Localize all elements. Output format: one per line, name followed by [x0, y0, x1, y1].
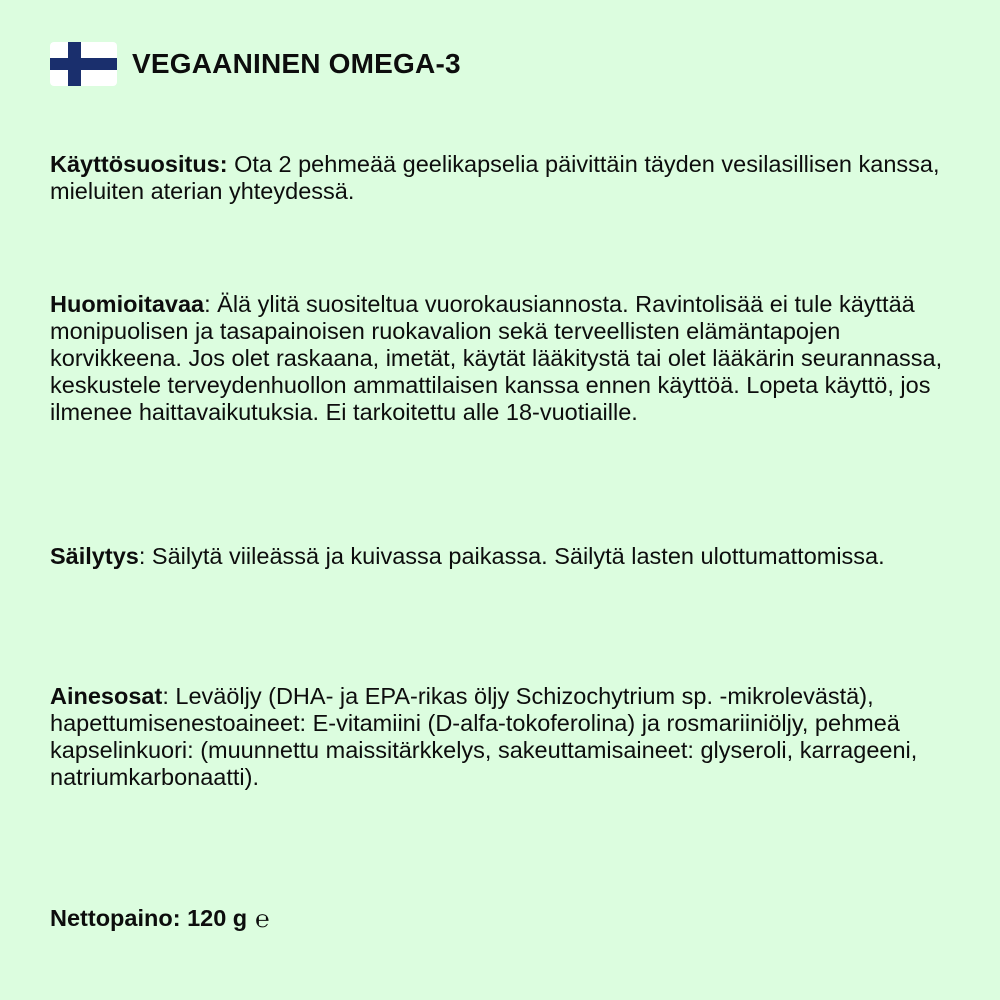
net-weight	[50, 905, 270, 932]
storage-label: Säilytys	[50, 543, 139, 569]
estimated-sign-icon: ℮	[255, 904, 270, 933]
usage-label: Käyttösuositus:	[50, 151, 228, 177]
header	[50, 42, 461, 86]
storage-text: : Säilytä viileässä ja kuivassa paikassa. Säilytä lasten ulottumattomissa.	[138, 543, 885, 569]
ingredients-text: : Leväöljy (DHA- ja EPA-rikas öljy Schizochytrium sp. -mikrolevästä), hapettumisenestoaineet: E-vitamiini (D-alfa-tokoferolina) ja rosmariiniöljy, pehmeä kapselinkuori: (muunnettu maissitärkkelys, sakeuttamisaineet: glyseroli, karrageeni, natriumkarbonaatti).	[50, 683, 918, 790]
finland-flag-icon	[50, 42, 117, 86]
flag-cross-horizontal	[50, 58, 117, 70]
page-title: VEGAANINEN OMEGA-3	[132, 48, 461, 79]
usage-text: Ota 2 pehmeää geelikapselia päivittäin täyden vesilasillisen kanssa, mieluiten aterian yhteydessä.	[50, 151, 940, 204]
storage-section	[50, 543, 960, 570]
usage-section	[50, 151, 960, 205]
ingredients-section	[50, 683, 960, 791]
ingredients-label: Ainesosat	[50, 683, 163, 709]
warnings-section	[50, 291, 960, 426]
warnings-label: Huomioitavaa	[50, 291, 205, 317]
warnings-text: : Älä ylitä suositeltua vuorokausiannosta. Ravintolisää ei tule käyttää monipuolisen ja tasapainoisen ruokavalion sekä terveellisten elämäntapojen korvikkeena. Jos olet raskaana, imetät, käytät lääkitystä tai olet lääkärin seurannassa, keskustele terveydenhuollon ammattilaisen kanssa ennen käyttöä. Lopeta käyttö, jos ilmenee haittavaikutuksia. Ei tarkoitettu alle 18-vuotiaille.	[50, 291, 943, 425]
net-weight-label: Nettopaino: 120 g	[50, 905, 248, 931]
